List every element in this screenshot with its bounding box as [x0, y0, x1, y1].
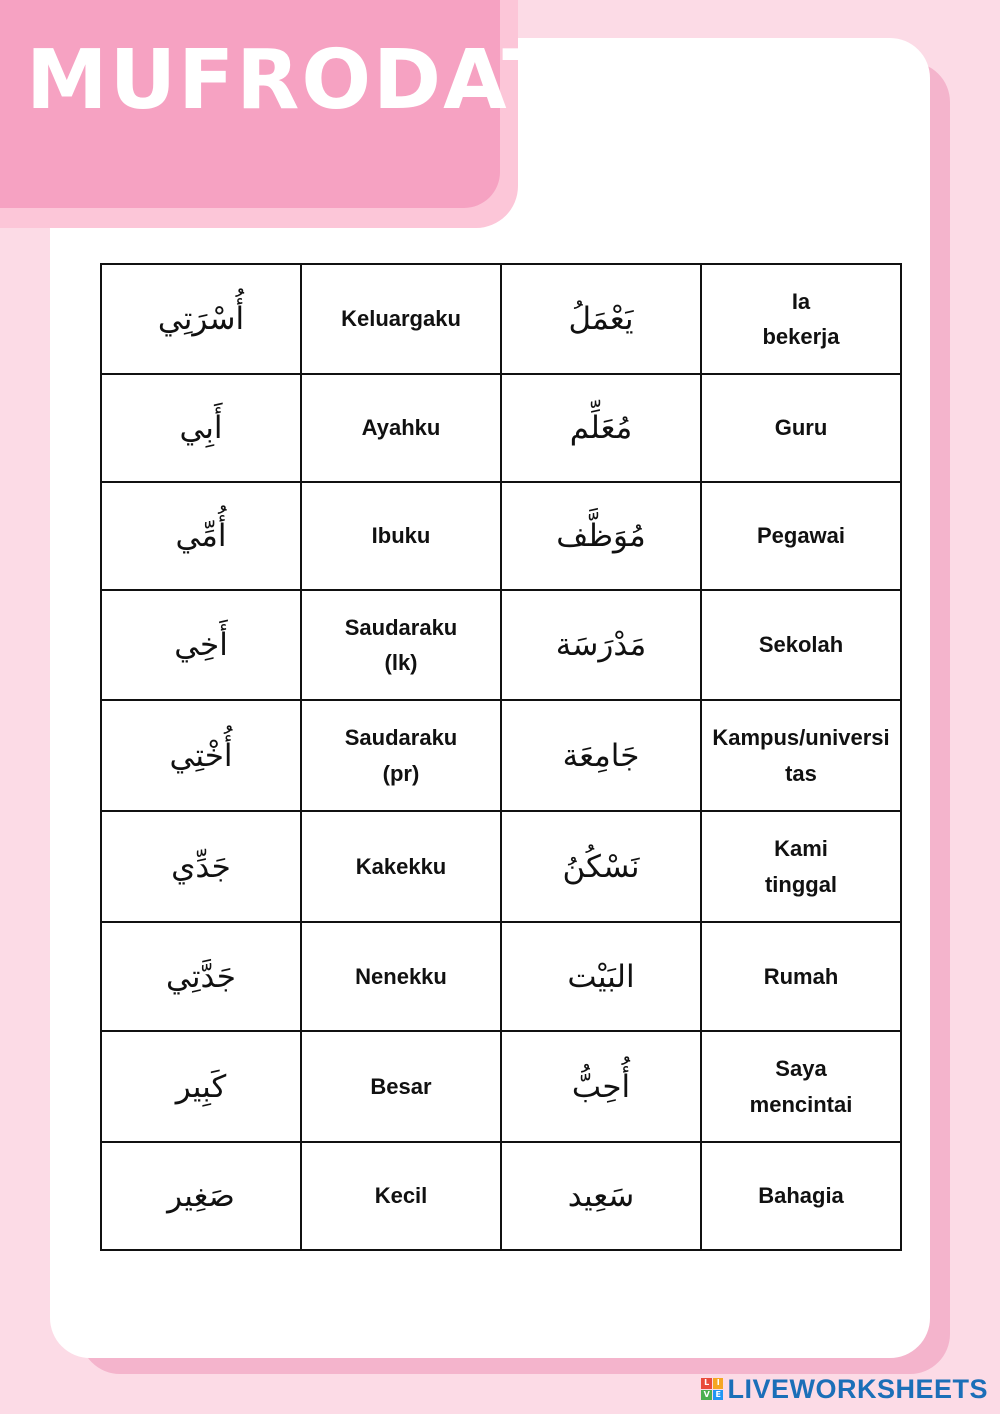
translation-cell: Kampus/universitas [701, 700, 901, 811]
translation-cell: Kecil [301, 1142, 501, 1250]
arabic-word-cell: جَامِعَة [501, 700, 701, 811]
liveworksheets-logo-icon [701, 1378, 723, 1400]
translation-cell: Saya mencintai [701, 1031, 901, 1142]
translation-cell: Ibuku [301, 482, 501, 590]
arabic-word-cell: يَعْمَلُ [501, 264, 701, 374]
translation-cell: Guru [701, 374, 901, 482]
title-banner [0, 0, 561, 208]
table-row [101, 1142, 901, 1250]
table-row [101, 264, 901, 374]
table-row [101, 700, 901, 811]
logo-square: V [701, 1390, 712, 1401]
footer-branding[interactable] [701, 1372, 988, 1406]
translation-cell: Ia bekerja [701, 264, 901, 374]
translation-cell: Ayahku [301, 374, 501, 482]
translation-cell: Sekolah [701, 590, 901, 700]
arabic-word-cell: سَعِيد [501, 1142, 701, 1250]
vocabulary-table [100, 263, 902, 1251]
translation-cell: Kakekku [301, 811, 501, 922]
translation-cell: Nenekku [301, 922, 501, 1031]
arabic-word-cell: البَيْت [501, 922, 701, 1031]
arabic-word-cell: أُمِّي [101, 482, 301, 590]
arabic-word-cell: جَدِّي [101, 811, 301, 922]
translation-cell: Saudaraku (pr) [301, 700, 501, 811]
table-row [101, 811, 901, 922]
arabic-word-cell: كَبِير [101, 1031, 301, 1142]
translation-cell: Keluargaku [301, 264, 501, 374]
table-row [101, 482, 901, 590]
translation-cell: Saudaraku (lk) [301, 590, 501, 700]
arabic-word-cell: مَدْرَسَة [501, 590, 701, 700]
arabic-word-cell: مُعَلِّم [501, 374, 701, 482]
logo-square: I [713, 1378, 724, 1389]
arabic-word-cell: صَغِير [101, 1142, 301, 1250]
translation-cell: Bahagia [701, 1142, 901, 1250]
arabic-word-cell: أُخْتِي [101, 700, 301, 811]
translation-cell: Rumah [701, 922, 901, 1031]
logo-square: L [701, 1378, 712, 1389]
translation-cell: Kami tinggal [701, 811, 901, 922]
translation-cell: Pegawai [701, 482, 901, 590]
translation-cell: Besar [301, 1031, 501, 1142]
table-row [101, 374, 901, 482]
arabic-word-cell: نَسْكُنُ [501, 811, 701, 922]
logo-square: E [713, 1390, 724, 1401]
arabic-word-cell: أَبِي [101, 374, 301, 482]
arabic-word-cell: أَخِي [101, 590, 301, 700]
arabic-word-cell: مُوَظَّف [501, 482, 701, 590]
brand-name: LIVEWORKSHEETS [727, 1373, 988, 1404]
arabic-word-cell: أُحِبُّ [501, 1031, 701, 1142]
page-title: MUFRODAT [26, 33, 561, 128]
arabic-word-cell: أُسْرَتِي [101, 264, 301, 374]
table-row [101, 922, 901, 1031]
arabic-word-cell: جَدَّتِي [101, 922, 301, 1031]
table-row [101, 1031, 901, 1142]
table-row [101, 590, 901, 700]
